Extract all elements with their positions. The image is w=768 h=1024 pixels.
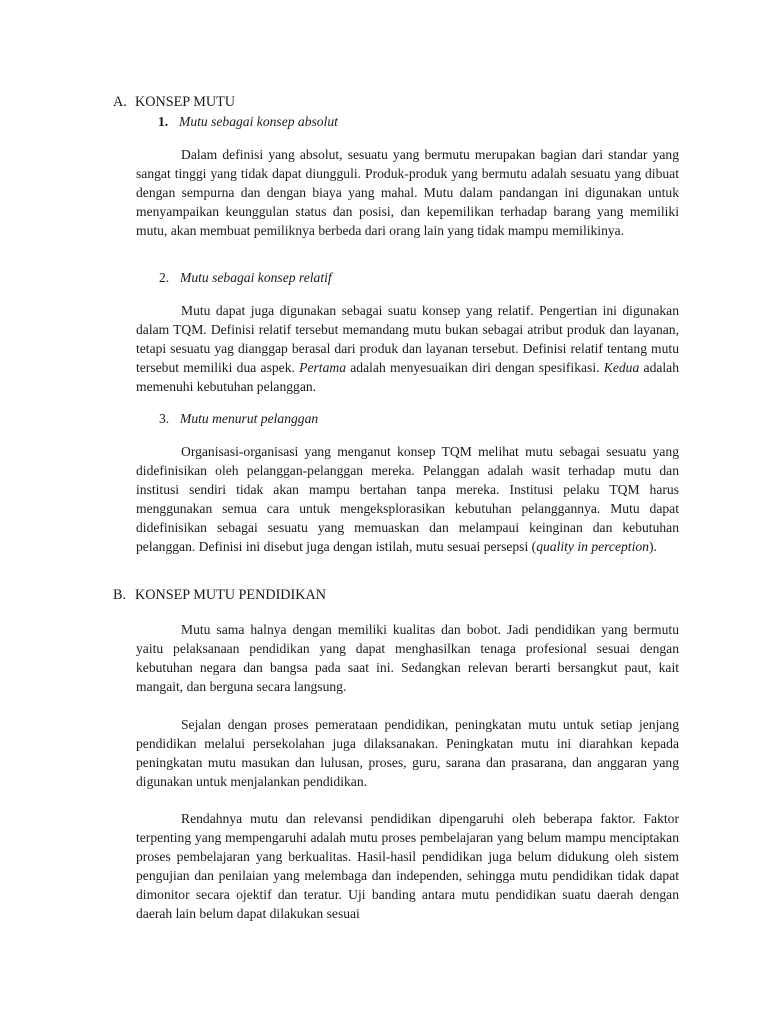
subsection-title: Mutu sebagai konsep absolut	[179, 114, 338, 129]
section-title: KONSEP MUTU	[135, 94, 235, 110]
section-letter: A.	[113, 94, 127, 110]
section-b-heading	[113, 587, 326, 604]
paragraph-relative-quality	[136, 302, 679, 397]
emphasis-text: quality in perception	[536, 538, 649, 554]
paragraph-absolute-quality: Dalam definisi yang absolut, sesuatu yang bermutu merupakan bagian dari standar yang sangat tinggi yang tidak dapat diungguli. Produk-produk yang bermutu adalah sesuatu yang dibuat dengan sempurna dan dengan biaya yang mahal. Mutu dalam pandangan ini digunakan untuk menyampaikan keunggulan status dan posisi, dan kepemilikan terhadap barang yang memiliki mutu, akan membuat pemiliknya berbeda dari orang lain yang tidak mampu memilikinya.	[136, 147, 679, 238]
subsection-2-heading	[159, 270, 332, 286]
paragraph-text: adalah menyesuaikan diri dengan spesifikasi.	[346, 359, 604, 375]
paragraph-text: Organisasi-organisasi yang menganut konsep TQM melihat mutu sebagai sesuatu yang didefinisikan oleh pelanggan-pelanggan mereka. Pelanggan adalah wasit terhadap mutu dan institusi sendiri tidak akan mampu bertahan tanpa mereka. Institusi pelaku TQM harus menggunakan semua cara untuk mengeksplorasikan kebutuhan pelanggannya. Mutu dapat didefinisikan sebagai sesuatu yang memuaskan dan melampaui keinginan dan kebutuhan pelanggan. Definisi ini disebut juga dengan istilah, mutu sesuai persepsi (	[136, 444, 679, 554]
emphasis-text: Pertama	[299, 359, 346, 375]
emphasis-text: Kedua	[603, 359, 640, 375]
paragraph-education-quality: Mutu sama halnya dengan memiliki kualitas dan bobot. Jadi pendidikan yang bermutu yaitu pelaksanaan pendidikan yang dapat menghasilkan tenaga profesional sesuai dengan kebutuhan negara dan bangsa pada saat ini. Sedangkan relevan berarti bersangkut paut, kait mangait, dan berguna secara langsung.	[136, 622, 679, 694]
paragraph-customer-quality	[136, 443, 679, 556]
paragraph-low-quality-factors: Rendahnya mutu dan relevansi pendidikan dipengaruhi oleh beberapa faktor. Faktor terpenting yang mempengaruhi adalah mutu proses pembelajaran yang belum mampu menciptakan proses pembelajaran yang berkualitas. Hasil-hasil pendidikan juga belum didukung oleh sistem pengujian dan penilaian yang melembaga dan independen, sehingga mutu pendidikan tidak dapat dimonitor secara ojektif dan teratur. Uji banding antara mutu pendidikan suatu daerah dengan daerah lain belum dapat dilakukan sesuai	[136, 811, 679, 921]
subsection-1-heading	[158, 114, 338, 130]
subsection-title: Mutu sebagai konsep relatif	[180, 270, 332, 285]
subsection-number: 1.	[158, 114, 169, 129]
paragraph-quality-improvement: Sejalan dengan proses pemerataan pendidikan, peningkatan mutu untuk setiap jenjang pendidikan melalui persekolahan juga dilaksanakan. Peningkatan mutu ini diarahkan kepada peningkatan mutu masukan dan lulusan, proses, guru, sarana dan prasarana, dan anggaran yang digunakan untuk menjalankan pendidikan.	[136, 717, 679, 789]
section-a-heading	[113, 94, 235, 111]
subsection-title: Mutu menurut pelanggan	[180, 411, 319, 426]
subsection-number: 3.	[159, 411, 170, 426]
section-title: KONSEP MUTU PENDIDIKAN	[135, 587, 327, 603]
paragraph-text: Mutu dapat juga digunakan sebagai suatu konsep yang relatif. Pengertian ini digunakan dalam TQM. Definisi relatif tersebut memandang mutu bukan sebagai atribut produk dan layanan, tetapi sesuatu yag dianggap berasal dari produk dan layanan tersebut. Definisi relatif tentang mutu tersebut memiliki dua aspek.	[136, 303, 679, 375]
section-letter: B.	[113, 587, 127, 603]
subsection-3-heading	[159, 411, 318, 427]
paragraph-text: ).	[648, 538, 657, 554]
paragraph-text: adalah memenuhi kebutuhan pelanggan.	[136, 359, 680, 394]
subsection-number: 2.	[159, 270, 170, 285]
